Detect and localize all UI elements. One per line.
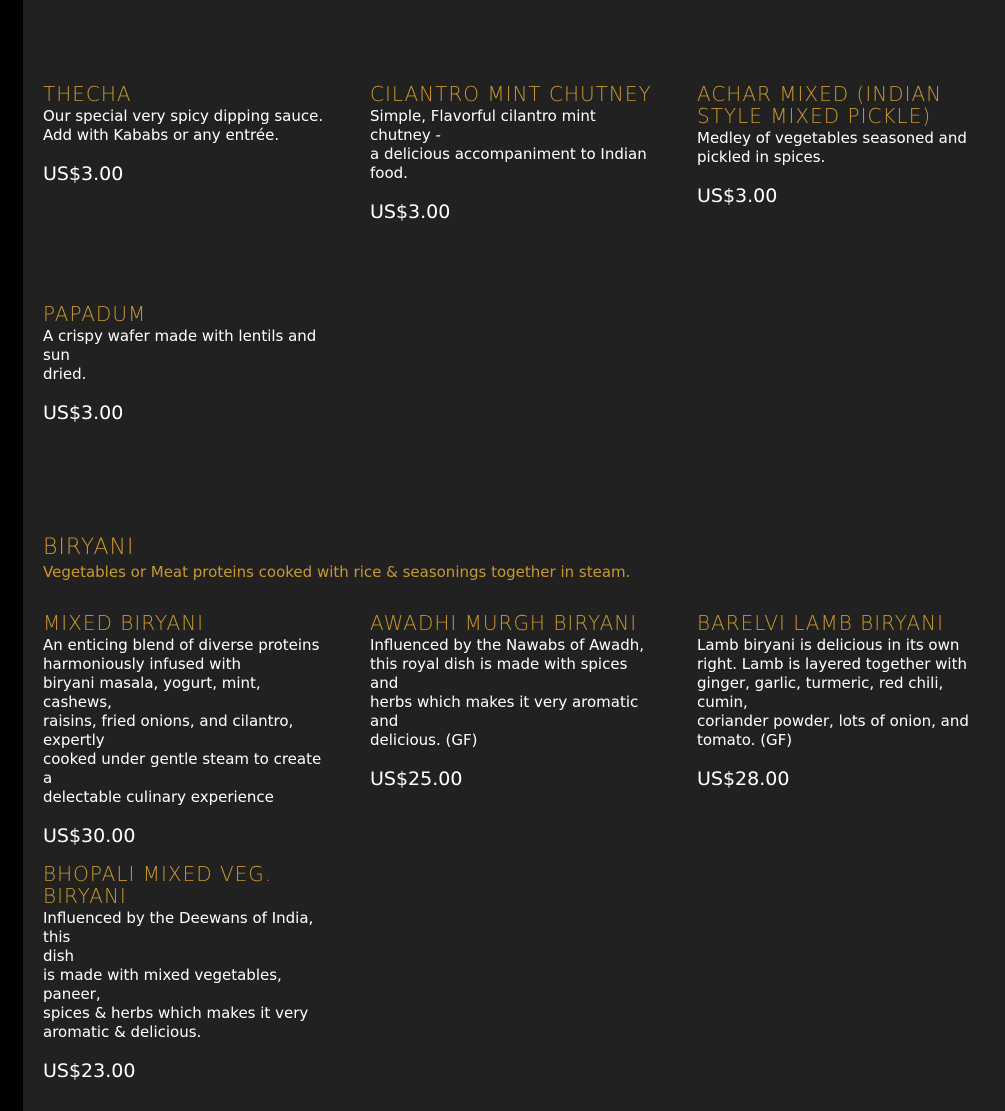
section-title: BIRYANI xyxy=(43,535,135,560)
biryani-section-header xyxy=(43,535,943,582)
item-price: US$23.00 xyxy=(43,1060,136,1082)
item-price: US$25.00 xyxy=(370,768,463,790)
item-title: THECHA xyxy=(43,82,132,106)
menu-item-papadum xyxy=(43,303,333,424)
item-title: BHOPALI MIXED VEG. BIRYANI xyxy=(43,862,273,908)
item-description: Our special very spicy dipping sauce. Add with Kababs or any entrée. xyxy=(43,107,324,144)
menu-item-achar-mixed xyxy=(697,83,987,207)
item-description: Medley of vegetables seasoned and pickled in spices. xyxy=(697,129,967,166)
menu-item-barelvi-lamb-biryani xyxy=(697,612,987,790)
menu-item-cilantro-mint-chutney xyxy=(370,83,660,223)
item-title: MIXED BIRYANI xyxy=(43,611,205,635)
item-description: An enticing blend of diverse proteins harmoniously infused with biryani masala, yogurt, mint, cashews, raisins, fried onions, and cilantro, expertly cooked under gentle steam to create a delectable culinary experience xyxy=(43,636,322,806)
menu-item-thecha xyxy=(43,83,333,185)
item-description: Lamb biryani is delicious in its own right. Lamb is layered together with ginger, garlic, turmeric, red chili, cumin, coriander powder, lots of onion, and tomato. (GF) xyxy=(697,636,969,749)
item-price: US$30.00 xyxy=(43,825,136,847)
item-description: A crispy wafer made with lentils and sun dried. xyxy=(43,327,317,383)
item-price: US$28.00 xyxy=(697,768,790,790)
item-title: PAPADUM xyxy=(43,302,147,326)
item-description: Influenced by the Deewans of India, this dish is made with mixed vegetables, paneer, spices & herbs which makes it very aromatic & delicious. xyxy=(43,909,314,1041)
item-price: US$3.00 xyxy=(370,201,451,223)
menu-item-bhopali-mixed-veg-biryani xyxy=(43,863,333,1082)
section-subtitle: Vegetables or Meat proteins cooked with rice & seasonings together in steam. xyxy=(43,563,631,581)
item-title: BARELVI LAMB BIRYANI xyxy=(697,611,945,635)
menu-item-mixed-biryani xyxy=(43,612,333,847)
item-title: CILANTRO MINT CHUTNEY xyxy=(370,82,652,106)
item-price: US$3.00 xyxy=(43,163,124,185)
item-price: US$3.00 xyxy=(697,185,778,207)
item-title: AWADHI MURGH BIRYANI xyxy=(370,611,638,635)
item-price: US$3.00 xyxy=(43,402,124,424)
menu-page xyxy=(23,0,1005,1111)
menu-item-awadhi-murgh-biryani xyxy=(370,612,660,790)
item-title: ACHAR MIXED (INDIAN STYLE MIXED PICKLE) xyxy=(697,82,943,128)
item-description: Simple, Flavorful cilantro mint chutney - a delicious accompaniment to Indian food. xyxy=(370,107,647,182)
item-description: Influenced by the Nawabs of Awadh, this royal dish is made with spices and herbs which makes it very aromatic and delicious. (GF) xyxy=(370,636,645,749)
